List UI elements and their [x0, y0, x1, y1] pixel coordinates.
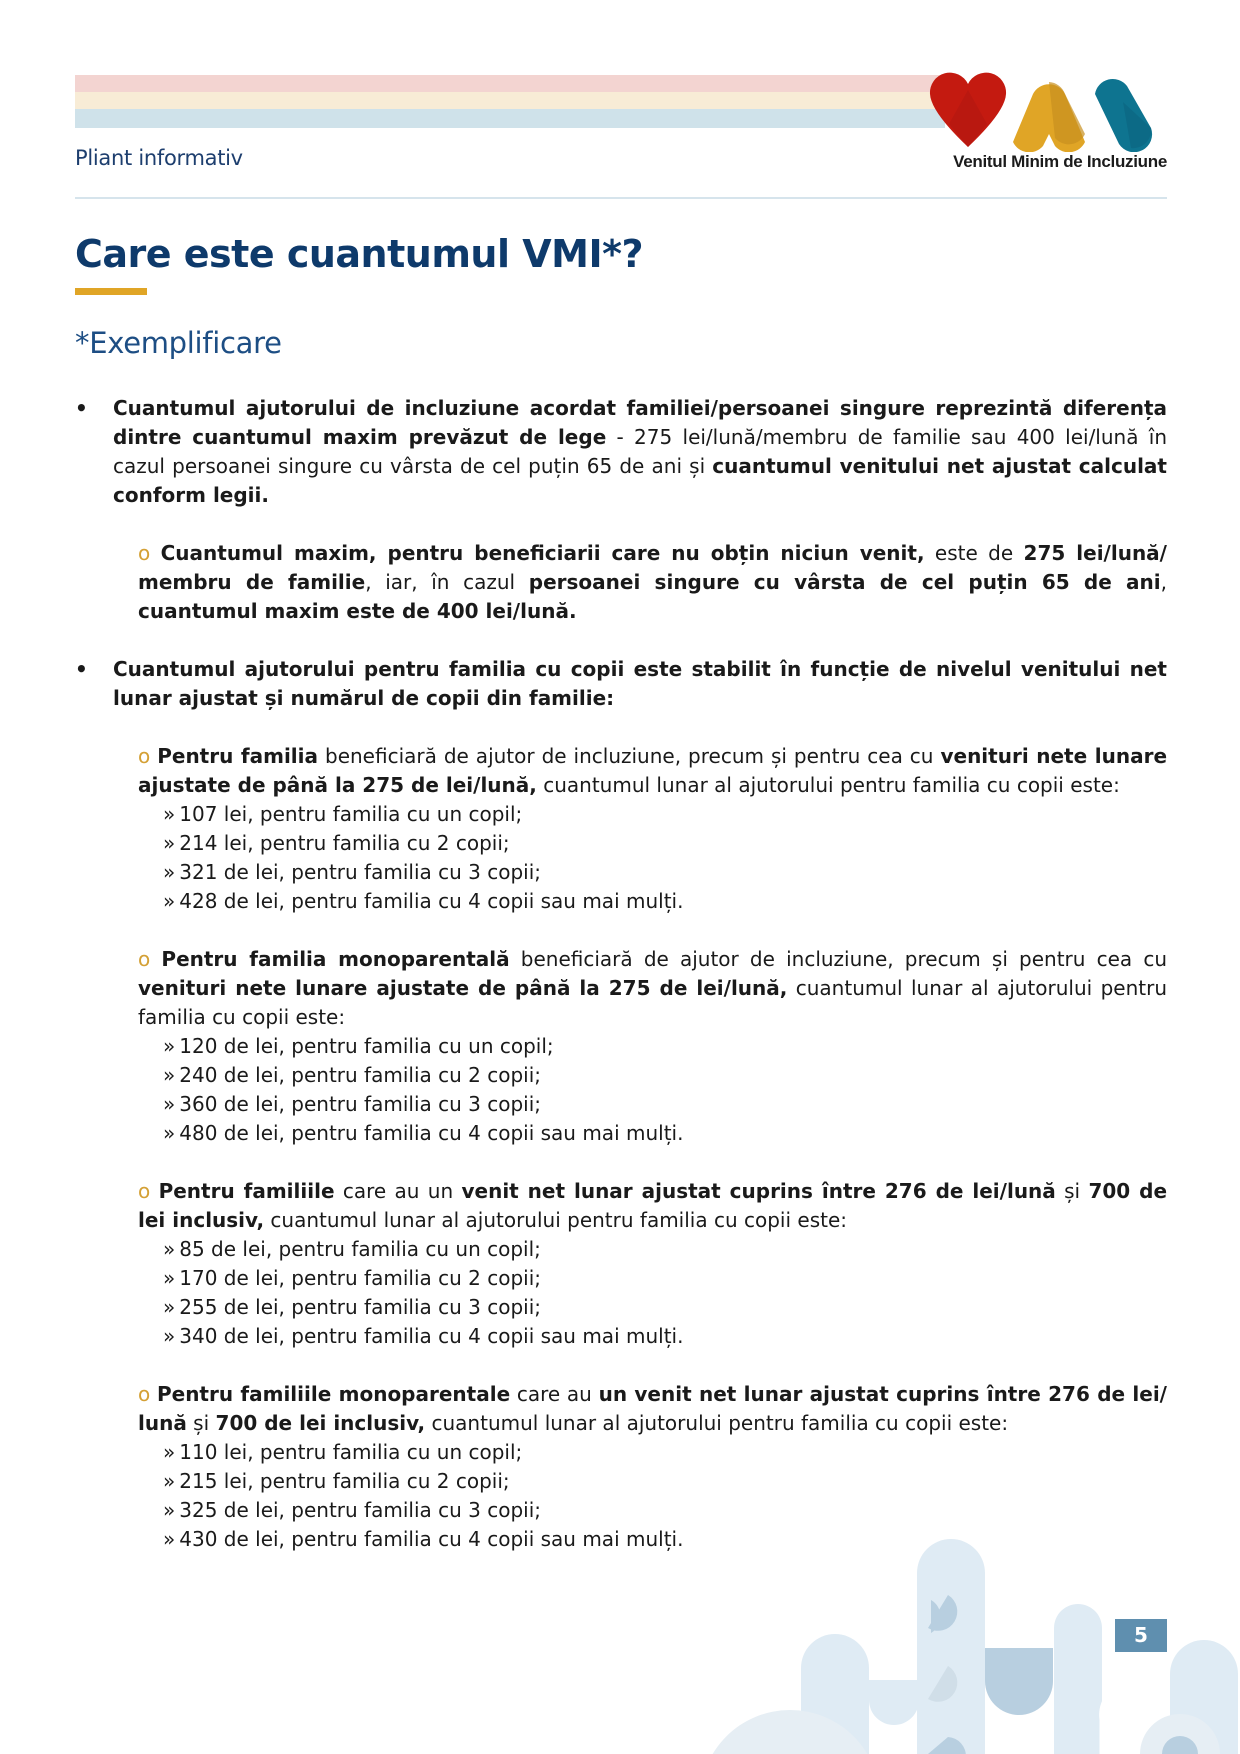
circle-marker-icon: o [138, 744, 158, 768]
raquo-icon: » [163, 802, 176, 826]
text: cuantumul lunar al ajutorului pentru familia cu copii este: [536, 773, 1120, 797]
amount-text: 360 de lei, pentru familia cu 3 copii; [179, 1092, 541, 1116]
raquo-icon: » [163, 860, 176, 884]
raquo-icon: » [163, 1527, 176, 1551]
text: care au un [334, 1179, 462, 1203]
sub-item [138, 539, 1167, 626]
raquo-icon: » [163, 831, 176, 855]
circle-marker-icon: o [138, 541, 161, 565]
amount-list [138, 1032, 1167, 1148]
text-bold: 700 de lei inclusiv, [215, 1411, 426, 1435]
text-bold: Cuantumul ajutorului de incluziune acordat familiei/persoanei singure reprezintă diferența dintre cuantumul maxim prevăzut de lege [113, 396, 1167, 449]
sub-item [138, 945, 1167, 1148]
page-title: Care este cuantumul VMI*? [75, 232, 644, 276]
text: beneficiară de ajutor de incluziune, precum și pentru cea cu [509, 947, 1168, 971]
amount-text: 170 de lei, pentru familia cu 2 copii; [179, 1266, 541, 1290]
text-bold: Pentru familiile monoparentale [156, 1382, 511, 1406]
amount-list-item [138, 1322, 1167, 1351]
raquo-icon: » [163, 1063, 176, 1087]
sub-item [138, 742, 1167, 916]
sub-item [138, 1177, 1167, 1351]
amount-text: 215 lei, pentru familia cu 2 copii; [179, 1469, 510, 1493]
amount-text: 214 lei, pentru familia cu 2 copii; [179, 831, 510, 855]
raquo-icon: » [163, 1469, 176, 1493]
document-label: Pliant informativ [75, 146, 243, 170]
title-underline [75, 288, 147, 295]
amount-text: 321 de lei, pentru familia cu 3 copii; [179, 860, 541, 884]
text: , iar, în cazul [365, 570, 529, 594]
amount-list-item [138, 1090, 1167, 1119]
circle-marker-icon: o [138, 1179, 159, 1203]
text-bold: cuantumul venitului net ajustat calculat conform legii. [113, 454, 1167, 507]
page-number: 5 [1115, 1619, 1167, 1652]
text: - 275 lei/lună/membru de familie sau 400 lei/lună în cazul persoanei singure cu vârsta de cel puțin 65 de ani și [113, 425, 1167, 478]
amount-list-item [138, 1264, 1167, 1293]
text: cuantumul lunar al ajutorului pentru familia cu copii este: [264, 1208, 847, 1232]
text: și [186, 1411, 216, 1435]
stripe-cream [75, 92, 945, 109]
bullet-icon: • [75, 396, 88, 420]
circle-marker-icon: o [138, 1382, 157, 1406]
amount-list [138, 1235, 1167, 1351]
amount-text: 120 de lei, pentru familia cu un copil; [179, 1034, 554, 1058]
amount-list [138, 800, 1167, 916]
amount-list-item [138, 800, 1167, 829]
amount-text: 428 de lei, pentru familia cu 4 copii sau mai mulți. [179, 889, 684, 913]
text-bold: venit net lunar ajustat cuprins între 276 de lei/lună [461, 1179, 1056, 1203]
amount-text: 340 de lei, pentru familia cu 4 copii sau mai mulți. [179, 1324, 684, 1348]
circle-marker-icon: o [138, 947, 162, 971]
text-bold: Pentru familiile [158, 1179, 335, 1203]
amount-list [138, 1438, 1167, 1554]
amount-list-item [138, 1061, 1167, 1090]
header-color-stripes [75, 75, 945, 128]
text-bold: persoanei singure cu vârsta de cel puțin 65 de ani [528, 570, 1161, 594]
raquo-icon: » [163, 1121, 176, 1145]
raquo-icon: » [163, 1295, 176, 1319]
bullet-icon: • [75, 657, 88, 681]
text: care au [510, 1382, 599, 1406]
raquo-icon: » [163, 1237, 176, 1261]
amount-list-item [138, 1235, 1167, 1264]
header-divider [75, 197, 1167, 199]
text: , [1160, 570, 1168, 594]
amount-list-item [138, 1119, 1167, 1148]
text-bold: cuantumul maxim este de 400 lei/lună. [138, 599, 577, 623]
raquo-icon: » [163, 889, 176, 913]
amount-list-item [138, 1293, 1167, 1322]
amount-list-item [138, 858, 1167, 887]
text-bold: Cuantumul ajutorului pentru familia cu copii este stabilit în funcție de nivelul venitului net lunar ajustat și numărul de copii din familie: [113, 657, 1167, 710]
bullet-item [75, 655, 1167, 713]
text-bold: Pentru familia [157, 744, 319, 768]
amount-text: 430 de lei, pentru familia cu 4 copii sau mai mulți. [179, 1527, 684, 1551]
raquo-icon: » [163, 1266, 176, 1290]
vmi-logo-mark-icon [925, 72, 1165, 152]
section-subtitle: *Exemplificare [75, 326, 282, 360]
text-bold: 275 lei/lună/ membru de familie [138, 541, 1167, 594]
text-bold: venituri nete lunare ajustate de până la 275 de lei/lună, [138, 744, 1168, 797]
amount-list-item [138, 887, 1167, 916]
raquo-icon: » [163, 1498, 176, 1522]
bullet-item [75, 394, 1167, 510]
amount-list-item [138, 1496, 1167, 1525]
text: beneficiară de ajutor de incluziune, precum și pentru cea cu [318, 744, 941, 768]
vmi-logo [925, 72, 1165, 177]
amount-text: 107 lei, pentru familia cu un copil; [179, 802, 523, 826]
amount-list-item [138, 1467, 1167, 1496]
raquo-icon: » [163, 1092, 176, 1116]
raquo-icon: » [163, 1324, 176, 1348]
text: cuantumul lunar al ajutorului pentru familia cu copii este: [138, 976, 1167, 1029]
amount-text: 240 de lei, pentru familia cu 2 copii; [179, 1063, 541, 1087]
stripe-blue [75, 109, 945, 128]
amount-text: 85 de lei, pentru familia cu un copil; [179, 1237, 541, 1261]
amount-text: 255 de lei, pentru familia cu 3 copii; [179, 1295, 541, 1319]
sub-item [138, 1380, 1167, 1554]
amount-text: 325 de lei, pentru familia cu 3 copii; [179, 1498, 541, 1522]
amount-text: 480 de lei, pentru familia cu 4 copii sau mai mulți. [179, 1121, 684, 1145]
text-bold: venituri nete lunare ajustate de până la 275 de lei/lună, [138, 976, 788, 1000]
text-bold: Pentru familia monoparentală [161, 947, 510, 971]
amount-list-item [138, 1525, 1167, 1554]
amount-text: 110 lei, pentru familia cu un copil; [179, 1440, 523, 1464]
raquo-icon: » [163, 1034, 176, 1058]
amount-list-item [138, 1032, 1167, 1061]
text: și [1055, 1179, 1089, 1203]
text-bold: 700 de lei inclusiv, [138, 1179, 1168, 1232]
logo-text: Venitul Minim de Incluziune [953, 152, 1167, 171]
main-content [75, 394, 1167, 1554]
text-bold: Cuantumul maxim, pentru beneficiarii care nu obțin niciun venit, [160, 541, 925, 565]
text-bold: un venit net lunar ajustat cuprins între 276 de lei/ lună [138, 1382, 1167, 1435]
raquo-icon: » [163, 1440, 176, 1464]
text: este de [924, 541, 1024, 565]
amount-list-item [138, 829, 1167, 858]
text: cuantumul lunar al ajutorului pentru familia cu copii este: [425, 1411, 1009, 1435]
amount-list-item [138, 1438, 1167, 1467]
stripe-pink [75, 75, 945, 92]
